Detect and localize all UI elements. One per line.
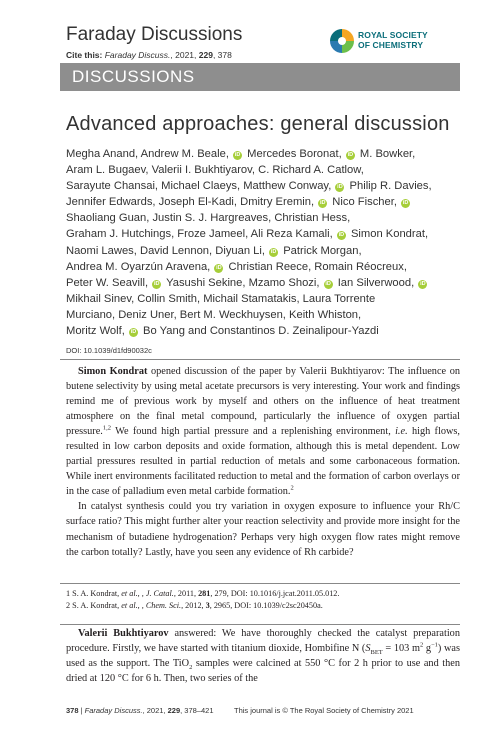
cite-volume: 229 bbox=[198, 50, 213, 60]
author-line: Megha Anand, Andrew M. Beale, iD Mercedes Boronat, iD M. Bowker, bbox=[66, 148, 416, 160]
reference-item: 1 S. A. Kondrat, et al., , J. Catal., 2011, 281, 279, DOI: 10.1016/j.jcat.2011.05.012. bbox=[66, 589, 340, 598]
section-label: DISCUSSIONS bbox=[72, 67, 195, 86]
author-line: Andrea M. Oyarzún Aravena, iD Christian Reece, Romain Réocreux, bbox=[66, 260, 407, 273]
speaker-name: Valerii Bukhtiyarov bbox=[78, 628, 169, 639]
discussion-body bbox=[66, 364, 460, 560]
cite-prefix: Cite this: bbox=[66, 50, 105, 60]
publisher-name bbox=[358, 30, 428, 50]
author-line: Graham J. Hutchings, Froze Jameel, Ali Reza Kamali, iD Simon Kondrat, bbox=[66, 228, 429, 241]
author-line: Jennifer Edwards, Joseph El-Kadi, Dmitry Eremin, iD Nico Fischer, iD bbox=[66, 196, 409, 209]
author-line: Aram L. Bugaev, Valerii I. Bukhtiyarov, C. Richard A. Catlow, bbox=[66, 164, 364, 177]
orcid-icon[interactable]: iD bbox=[402, 200, 409, 207]
orcid-icon[interactable]: iD bbox=[338, 232, 345, 239]
author-line: Peter W. Seavill, iD Yasushi Sekine, Mzamo Shozi, iD Ian Silverwood, iD bbox=[66, 276, 426, 289]
orcid-icon[interactable]: iD bbox=[337, 184, 343, 191]
orcid-icon[interactable]: iD bbox=[216, 264, 222, 271]
orcid-icon[interactable]: iD bbox=[130, 329, 137, 336]
paragraph-bukhtiyarov: Valerii Bukhtiyarov answered: We have thoroughly checked the catalyst preparation procedure. Firstly, we have started with titanium dioxide, Hombifine N ($S_{BET} = 103$ $m^2$ $g^{-1}$) was used as the support. The TiO$_2$ samples were calcined at 550 °C for 2 h prior to use and then dried at 120 °C for 6 h. Then, two series of the bbox=[66, 628, 460, 685]
rsc-logo bbox=[328, 27, 458, 55]
publisher-line-2: OF CHEMISTRY bbox=[358, 40, 424, 50]
orcid-icon[interactable]: iD bbox=[347, 152, 354, 158]
doi: DOI: 10.1039/d1fd90032c bbox=[66, 346, 152, 355]
discussion-body-continued bbox=[66, 626, 460, 686]
page-number: 378 bbox=[66, 706, 79, 715]
author-line: Mikhail Sinev, Collin Smith, Michail Stamatakis, Laura Torrente bbox=[66, 292, 376, 305]
citation-ref: 1,2 bbox=[102, 424, 112, 432]
author-line: Naomi Lawes, David Lennon, Diyuan Li, iD Patrick Morgan, bbox=[66, 244, 362, 257]
cite-year: , 2021, bbox=[170, 50, 199, 60]
section-banner bbox=[60, 63, 460, 91]
paragraph-kondrat: Simon Kondrat opened discussion of the paper by Valerii Bukhtiyarov: The influence on butene selectivity by using metal acetate precursors is very interesting. Your work and findings remind me of previous work by myself and others on the influence of heat treatment atmosphere on the final metal compound, particularly the influence of oxygen partial pressure.$^{1,2}$ We found high partial pressure and a replenishing environment, i.e. high flows, resulted in low carbon deposits and oxide formation, although this is metal dependent. Low partial pressures resulted in partial reduction of metals and some carbonaceous formation. While inert environments facilitated reduction to metal and the formation of carbon overlays or in the case of palladium even metal carbide formation.$^2$ bbox=[66, 366, 460, 498]
author-line: Murciano, Deniz Uner, Bert M. Weckhuysen, Keith Whiston, bbox=[66, 308, 362, 321]
article-title: Advanced approaches: general discussion bbox=[66, 113, 450, 135]
divider bbox=[60, 624, 460, 625]
author-line: Sarayute Chansai, Michael Claeys, Matthew Conway, iD Philip R. Davies, bbox=[66, 180, 432, 193]
cite-page: , 378 bbox=[212, 50, 232, 60]
divider bbox=[60, 583, 460, 584]
orcid-icon[interactable]: iD bbox=[420, 280, 426, 287]
reference-list bbox=[66, 588, 460, 612]
author-list bbox=[66, 146, 466, 339]
citation-ref: 2 bbox=[290, 484, 294, 492]
orcid-icon[interactable]: iD bbox=[325, 280, 331, 287]
copyright: This journal is © The Royal Society of Chemistry 2021 bbox=[234, 706, 414, 715]
rsc-emblem-icon bbox=[328, 27, 356, 55]
orcid-icon[interactable]: iD bbox=[270, 248, 277, 255]
orcid-icon[interactable]: iD bbox=[234, 152, 241, 158]
cite-line bbox=[66, 50, 232, 60]
orcid-icon[interactable]: iD bbox=[153, 280, 160, 287]
paragraph-question: In catalyst synthesis could you try variation in oxygen exposure to influence your Rh/C surface ratio? This might further alter your reaction selectivity and provide more insight for the mechanism of butadiene hydrogenation? Perhaps very high oxygen flow rates might remove the carbon totally? Lastly, have you seen any evidence of Rh carbide? bbox=[66, 501, 460, 558]
reference-item: 2 S. A. Kondrat, et al., , Chem. Sci., 2012, 3, 2965, DOI: 10.1039/c2sc20450a. bbox=[66, 601, 323, 610]
divider bbox=[60, 359, 460, 360]
cite-journal: Faraday Discuss. bbox=[104, 50, 171, 60]
author-line: Moritz Wolf, iD Bo Yang and Constantinos D. Zeinalipour-Yazdi bbox=[66, 325, 379, 338]
publisher-line-1: ROYAL SOCIETY bbox=[358, 30, 428, 40]
speaker-name: Simon Kondrat bbox=[78, 366, 148, 377]
page-footer: 378 | Faraday Discuss., 2021, 229, 378–421 This journal is © The Royal Society of Chemistry 2021 bbox=[66, 706, 414, 715]
author-line: Shaoliang Guan, Justin S. J. Hargreaves, Christian Hess, bbox=[66, 212, 351, 225]
orcid-icon[interactable]: iD bbox=[319, 200, 326, 207]
journal-name: Faraday Discussions bbox=[66, 24, 243, 45]
